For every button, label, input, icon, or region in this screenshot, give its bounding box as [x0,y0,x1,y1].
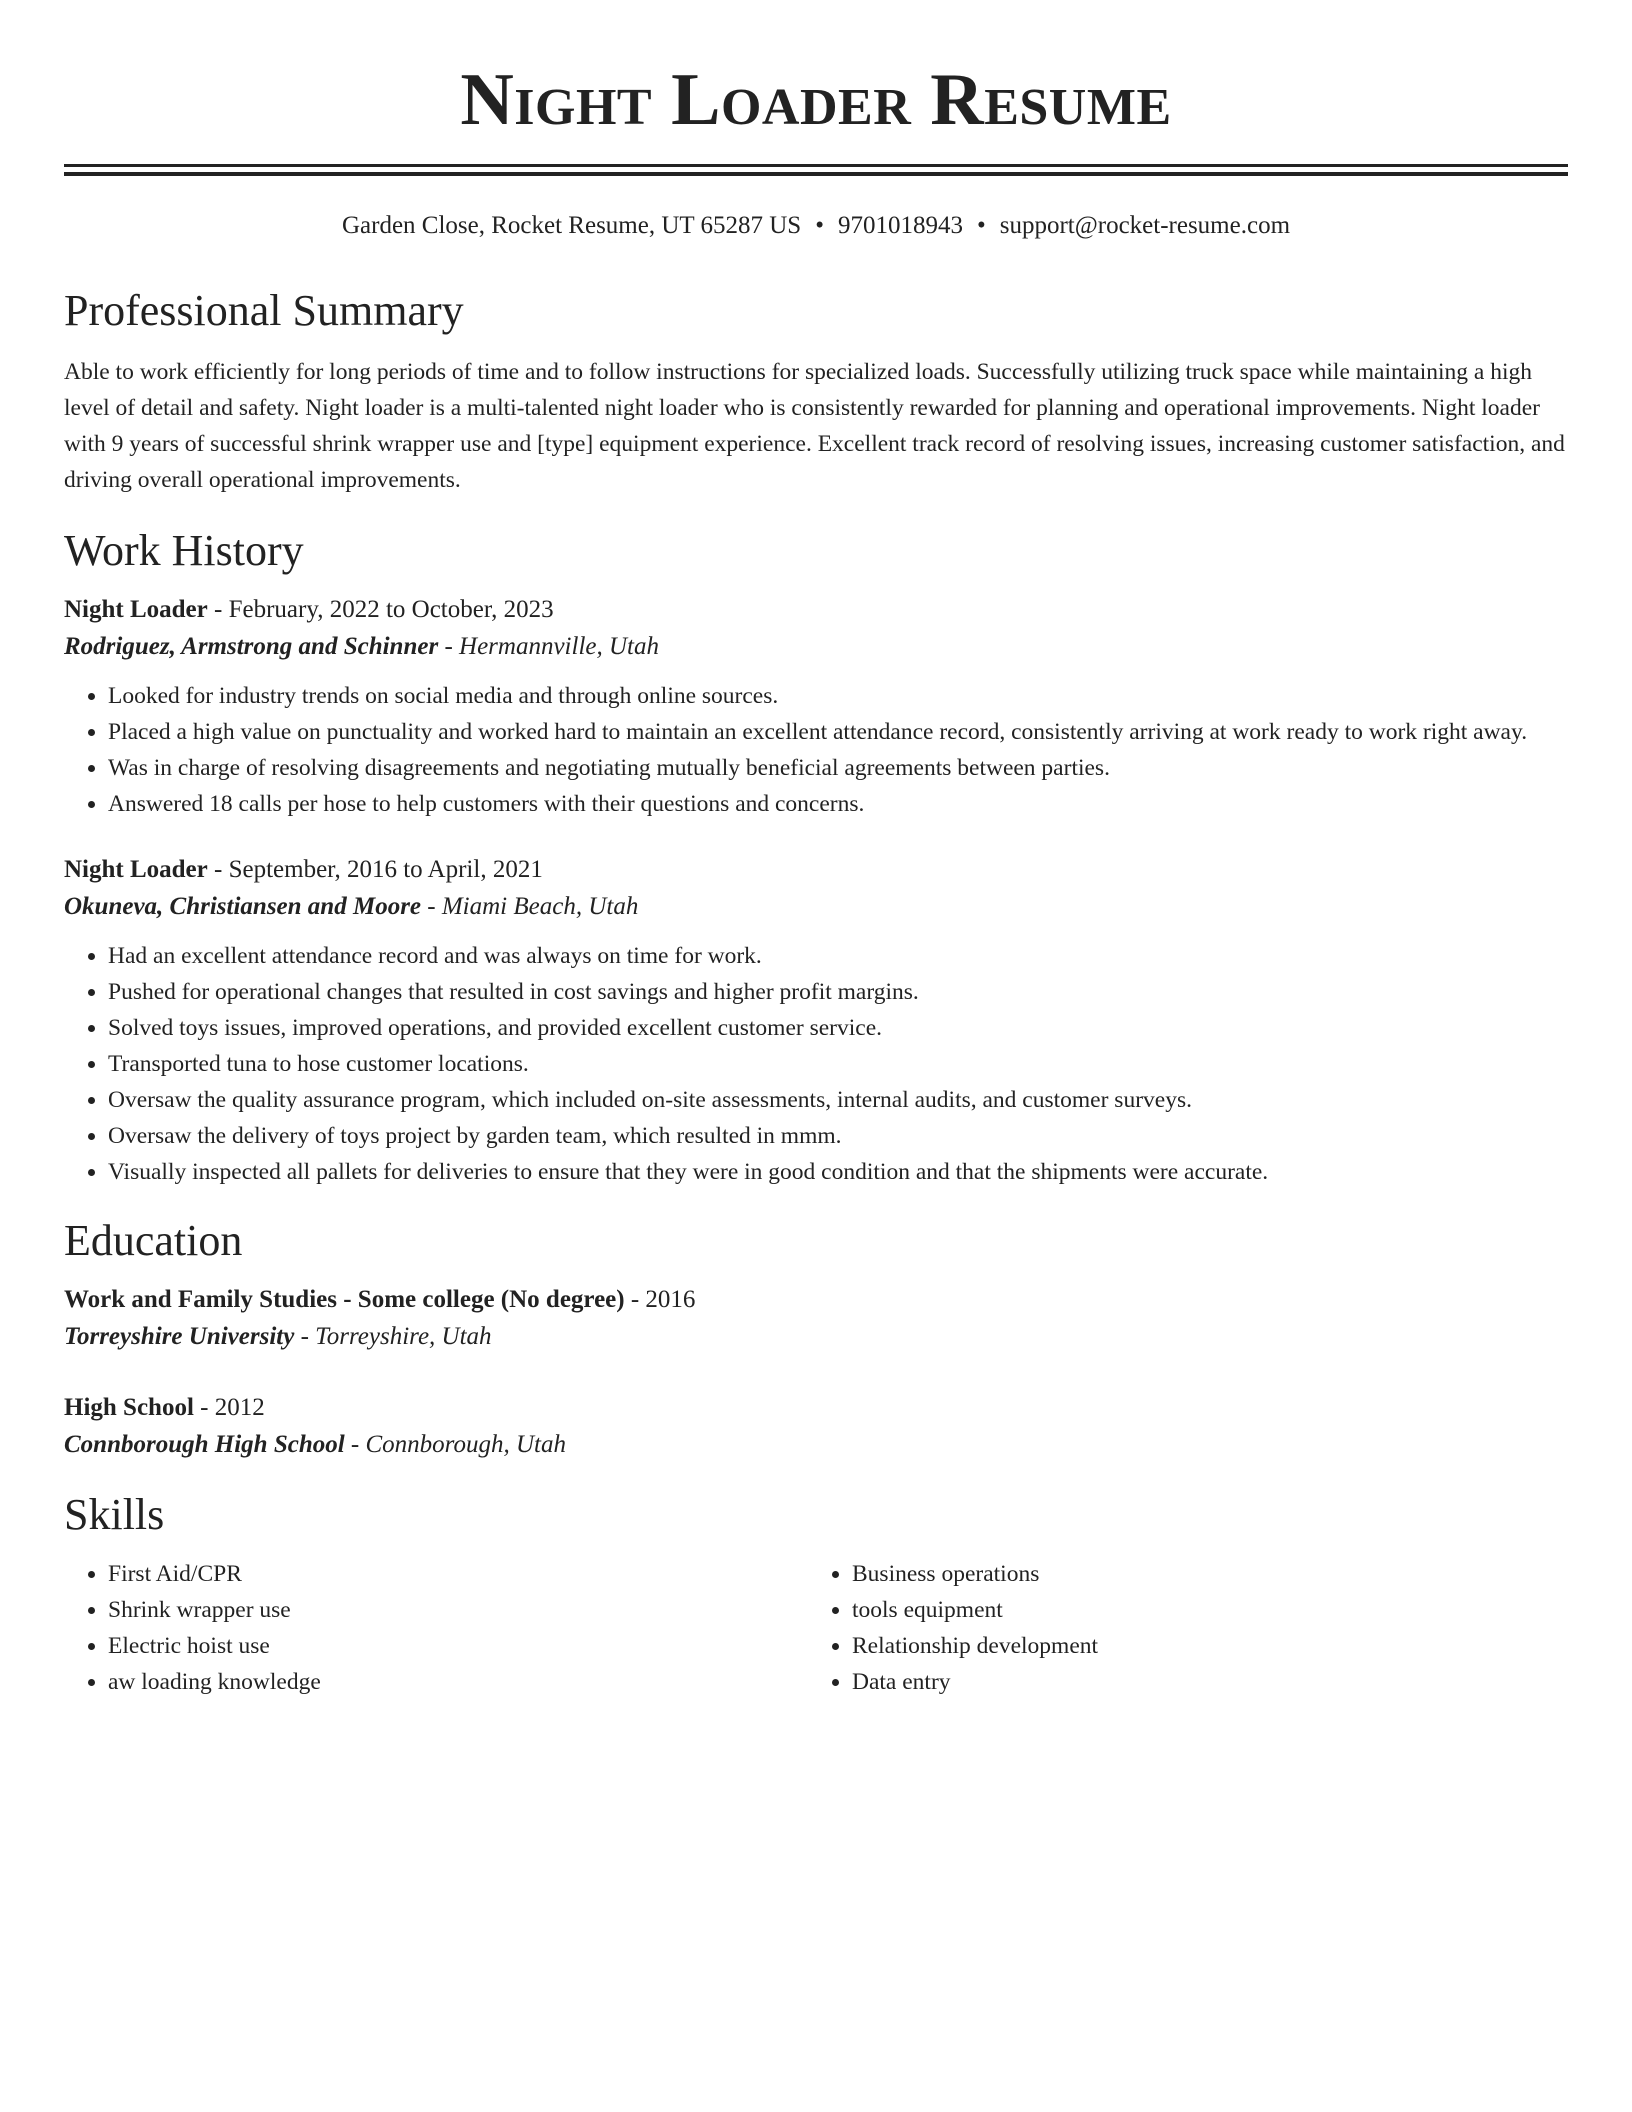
list-item: • Solved toys issues, improved operations, and provided excellent customer service. [108,1010,1568,1046]
education-year: - 2016 [624,1286,696,1313]
job-entry [64,592,1568,822]
contact-phone: 9701018943 [837,212,963,239]
contact-separator: • [976,212,986,239]
job-bullets [64,678,1568,822]
skill-item: • aw loading knowledge [108,1664,808,1700]
job-bullets [64,938,1568,1190]
title-divider [64,164,1568,176]
job-entry [64,852,1568,1190]
skill-item: • tools equipment [852,1592,1552,1628]
list-item: • Looked for industry trends on social media and through online sources. [108,678,1568,714]
education-school: Torreyshire University [64,1323,295,1350]
education-year: - 2012 [193,1394,265,1421]
education-entry [64,1282,1568,1356]
list-item: • Had an excellent attendance record and was always on time for work. [108,938,1568,974]
summary-heading: Professional Summary [64,286,464,335]
skills-column-left [64,1556,808,1700]
skill-item: • Data entry [852,1664,1552,1700]
list-item: • Oversaw the quality assurance program, which included on-site assessments, internal audits, and customer surveys. [108,1082,1568,1118]
education-school: Connborough High School [64,1431,345,1458]
list-item: • Placed a high value on punctuality and worked hard to maintain an excellent attendance record, consistently arriving at work ready to work right away. [108,714,1568,750]
job-location: - Hermannville, Utah [438,633,659,660]
list-item: • Pushed for operational changes that resulted in cost savings and higher profit margins. [108,974,1568,1010]
education-location: - Torreyshire, Utah [294,1323,492,1350]
list-item: • Transported tuna to hose customer locations. [108,1046,1568,1082]
list-item: • Oversaw the delivery of toys project by garden team, which resulted in mmm. [108,1118,1568,1154]
education-degree: Work and Family Studies - Some college (No degree) [64,1286,625,1313]
job-company: Rodriguez, Armstrong and Schinner [64,633,439,660]
skill-item: • Business operations [852,1556,1552,1592]
contact-email: support@rocket-resume.com [999,212,1291,239]
skill-item: • Electric hoist use [108,1628,808,1664]
education-header [64,1390,1568,1426]
job-header [64,852,1568,888]
education-entry [64,1390,1568,1464]
job-title: Night Loader [64,856,208,883]
job-dates: - February, 2022 to October, 2023 [207,596,554,623]
education-school-line [64,1318,1568,1356]
education-heading: Education [64,1216,243,1265]
skill-item: • Shrink wrapper use [108,1592,808,1628]
job-title: Night Loader [64,596,208,623]
contact-line [64,210,1568,242]
job-header [64,592,1568,628]
page-title: Night Loader Resume [460,59,1172,141]
skill-item: • First Aid/CPR [108,1556,808,1592]
skills-column-right [808,1556,1552,1700]
education-school-line [64,1426,1568,1464]
job-location: - Miami Beach, Utah [421,893,639,920]
summary-text: Able to work efficiently for long periods of time and to follow instructions for specialized loads. Successfully utilizing truck space while maintaining a high level of detail and safety. Night loader is a multi-talented night loader who is consistently rewarded for planning and operational improvements. Night loader with 9 years of successful shrink wrapper use and [type] equipment experience. Excellent track record of resolving issues, increasing customer satisfaction, and driving overall operational improvements. [64,359,1565,493]
job-employer [64,628,1568,666]
work-history-heading: Work History [64,526,304,575]
contact-separator: • [815,212,824,239]
skills-list [64,1556,1568,1700]
job-company: Okuneva, Christiansen and Moore [64,893,422,920]
education-header [64,1282,1568,1318]
contact-address: Garden Close, Rocket Resume, UT 65287 US [341,212,802,239]
list-item: • Answered 18 calls per hose to help customers with their questions and concerns. [108,786,1568,822]
list-item: • Was in charge of resolving disagreements and negotiating mutually beneficial agreements between parties. [108,750,1568,786]
job-dates: - September, 2016 to April, 2021 [207,856,543,883]
list-item: • Visually inspected all pallets for deliveries to ensure that they were in good condition and that the shipments were accurate. [108,1154,1568,1190]
education-degree: High School [64,1394,194,1421]
education-location: - Connborough, Utah [344,1431,566,1458]
skill-item: • Relationship development [852,1628,1552,1664]
job-employer [64,888,1568,926]
skills-heading: Skills [64,1490,165,1539]
